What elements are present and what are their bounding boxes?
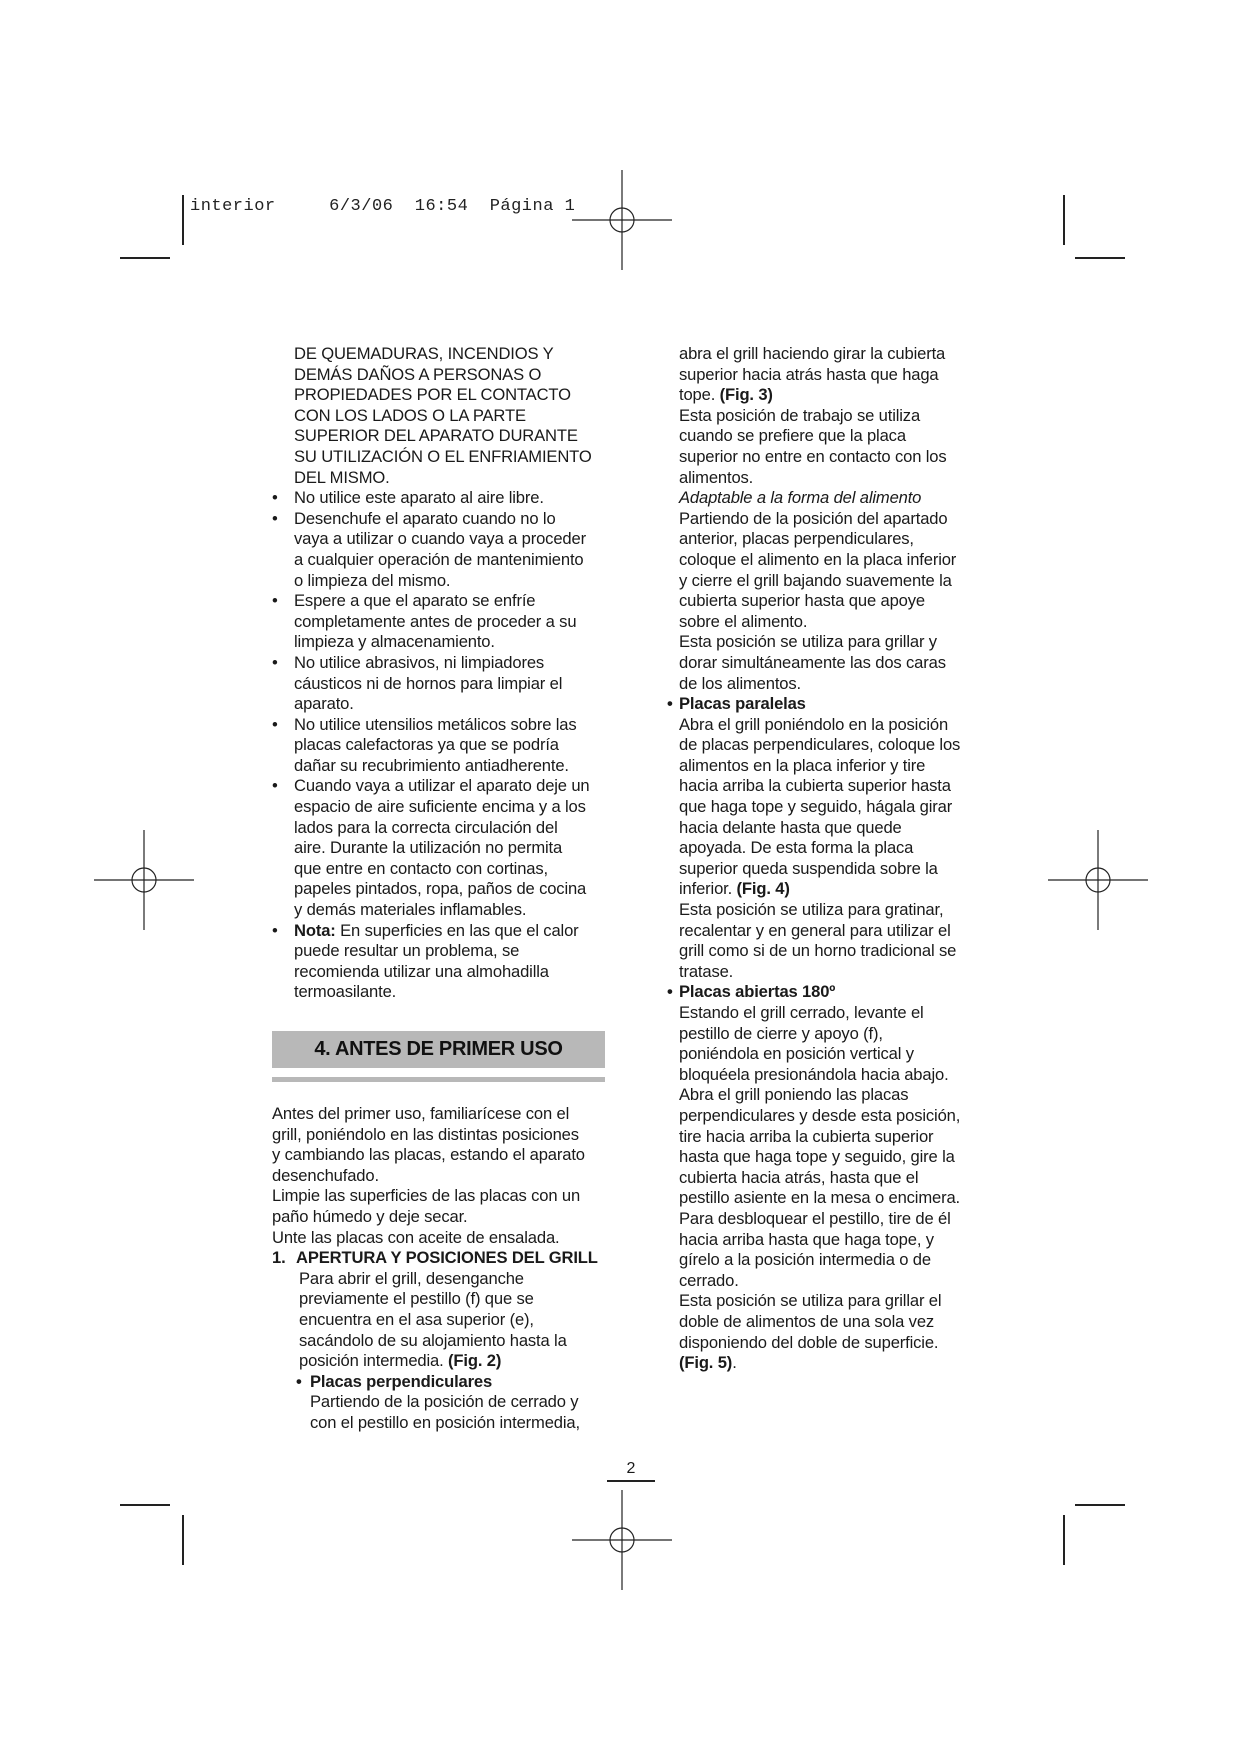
text-line: coloque el alimento en la placa inferior	[679, 549, 957, 569]
text-line	[679, 1353, 1004, 1374]
print-slug	[190, 197, 575, 216]
text-line: pestillo de cierre y apoyo (f),	[679, 1023, 883, 1043]
figure-reference: (Fig. 2)	[448, 1351, 502, 1371]
figure-reference: (Fig. 5)	[679, 1353, 733, 1373]
text-span: posición intermedia.	[299, 1351, 449, 1371]
text-line: DEMÁS DAÑOS A PERSONAS O	[294, 364, 542, 384]
text-line: de placas perpendiculares, coloque los	[679, 735, 961, 755]
figure-reference: (Fig. 3)	[719, 385, 773, 405]
text-line: de los alimentos.	[679, 673, 801, 693]
text-line: Esta posición se utiliza para grillar el	[679, 1291, 942, 1311]
text-line: alimentos.	[679, 467, 754, 487]
slug-name: interior	[190, 197, 276, 216]
warning-continuation	[272, 344, 617, 488]
text-line: superior no entre en contacto con los	[679, 446, 947, 466]
bullet-icon: •	[272, 488, 278, 508]
text-line: papeles pintados, ropa, paños de cocina	[294, 879, 587, 899]
text-line	[679, 385, 1004, 406]
text-line: doble de alimentos de una sola vez	[679, 1311, 935, 1331]
text-line: abra el grill haciendo girar la cubierta	[679, 344, 946, 363]
text-line: recomienda utilizar una almohadilla	[294, 961, 549, 981]
crop-mark-bottom-left-vertical	[182, 1515, 184, 1565]
list-item	[272, 509, 617, 591]
list-item	[272, 653, 617, 715]
text-line: Abra el grill poniendo las placas	[679, 1085, 909, 1105]
text-line: Estando el grill cerrado, levante el	[679, 1003, 924, 1022]
text-line: y cambiando las placas, estando el aparato	[272, 1145, 585, 1165]
page-number-underline	[607, 1480, 655, 1482]
text-line: SU UTILIZACIÓN O EL ENFRIAMIENTO	[294, 446, 592, 466]
text-line: desenchufado.	[272, 1165, 379, 1185]
text-line: hasta que haga tope y seguido, gire la	[679, 1147, 955, 1167]
text-line: con el pestillo en posición intermedia,	[310, 1412, 580, 1432]
sub-item	[272, 1372, 617, 1434]
text-line: Unte las placas con aceite de ensalada.	[272, 1227, 560, 1247]
text-line: limpieza y almacenamiento.	[294, 632, 495, 652]
note-label: Nota:	[294, 920, 336, 940]
text-line: DE QUEMADURAS, INCENDIOS Y	[294, 344, 554, 363]
text-line: hacia arriba la cubierta superior hasta	[679, 776, 951, 796]
text-line: encuentra en el asa superior (e),	[299, 1309, 534, 1329]
crop-mark-top-right-vertical	[1063, 195, 1065, 245]
text-line: a cualquier operación de mantenimiento	[294, 549, 584, 569]
bullet-icon: •	[296, 1371, 302, 1391]
figure-reference: (Fig. 4)	[736, 879, 790, 899]
text-line: placas calefactoras ya que se podría	[294, 735, 559, 755]
text-line: gírelo a la posición intermedia o de	[679, 1250, 931, 1270]
subheading-italic	[679, 488, 1004, 509]
text-line: superior hacia atrás hasta que haga	[679, 364, 939, 384]
text-line: disponiendo del doble de superficie.	[679, 1332, 939, 1352]
text-line: Esta posición se utiliza para grillar y	[679, 632, 937, 652]
bullet-icon: •	[272, 508, 278, 528]
intro-paragraph	[272, 1104, 617, 1248]
text-line: hacia arriba hasta que haga tope, y	[679, 1229, 934, 1249]
text-line: superior queda suspendida sobre la	[679, 858, 938, 878]
list-item	[272, 591, 617, 653]
sub-item-title: Placas paralelas	[679, 694, 806, 714]
text-line: previamente el pestillo (f) que se	[299, 1289, 534, 1309]
text-line: cuando se prefiere que la placa	[679, 426, 906, 446]
text-line: termoasilante.	[294, 982, 397, 1002]
text-line: aparato.	[294, 694, 354, 714]
bullet-icon: •	[272, 652, 278, 672]
bullet-icon: •	[272, 714, 278, 734]
text-span: .	[732, 1353, 737, 1373]
text-line: paño húmedo y deje secar.	[272, 1206, 468, 1226]
text-line: vaya a utilizar o cuando vaya a proceder	[294, 529, 586, 549]
registration-mark-top-icon	[572, 170, 672, 270]
slug-page: Página 1	[489, 197, 576, 216]
slug-time: 16:54	[414, 197, 469, 216]
text-line: No utilice este aparato al aire libre.	[294, 488, 544, 508]
text-line: Partiendo de la posición del apartado	[679, 508, 948, 528]
text-line: Desenchufe el aparato cuando no lo	[294, 508, 556, 528]
sub-item-title: Placas abiertas 180º	[679, 982, 836, 1002]
text-line: CON LOS LADOS O LA PARTE	[294, 405, 526, 425]
text-line: anterior, placas perpendiculares,	[679, 529, 914, 549]
text-line: hacia delante hasta que quede	[679, 817, 902, 837]
text-line: Esta posición de trabajo se utiliza	[679, 405, 921, 425]
text-line: Limpie las superficies de las placas con un	[272, 1186, 581, 1206]
text-line: alimentos en la placa inferior y tire	[679, 755, 926, 775]
registration-mark-left-icon	[94, 830, 194, 930]
list-item	[272, 776, 617, 920]
crop-mark-top-right-horizontal	[1075, 257, 1125, 259]
text-line: aire. Durante la utilización no permita	[294, 838, 563, 858]
text-line: Cuando vaya a utilizar el aparato deje un	[294, 776, 590, 796]
text-line: y demás materiales inflamables.	[294, 900, 527, 920]
sub-item-title: Placas perpendiculares	[310, 1371, 493, 1391]
text-line: grill, poniéndolo en las distintas posiciones	[272, 1124, 579, 1144]
text-line: dañar su recubrimiento antiadherente.	[294, 755, 569, 775]
list-item	[272, 488, 617, 509]
text-line: cáusticos ni de hornos para limpiar el	[294, 673, 563, 693]
text-line: poniéndola en posición vertical y	[679, 1044, 914, 1064]
text-line: SUPERIOR DEL APARATO DURANTE	[294, 426, 578, 446]
text-line: PROPIEDADES POR EL CONTACTO	[294, 385, 571, 405]
item-number: 1.	[272, 1248, 286, 1268]
page-number: 2	[626, 1460, 636, 1477]
text-line: pestillo asiente en la mesa o encimera.	[679, 1188, 961, 1208]
item-title: APERTURA Y POSICIONES DEL GRILL	[296, 1248, 598, 1268]
text-line: espacio de aire suficiente encima y a los	[294, 797, 586, 817]
text-line: Para desbloquear el pestillo, tire de él	[679, 1208, 951, 1228]
bullet-icon: •	[272, 776, 278, 796]
numbered-item	[272, 1248, 617, 1372]
crop-mark-bottom-right-horizontal	[1075, 1504, 1125, 1506]
crop-mark-bottom-right-vertical	[1063, 1515, 1065, 1565]
bullet-icon: •	[272, 591, 278, 611]
text-line: Abra el grill poniéndolo en la posición	[679, 714, 949, 734]
text-line: No utilice utensilios metálicos sobre las	[294, 714, 577, 734]
text-line: grill como si de un horno tradicional se	[679, 941, 957, 961]
left-column	[272, 344, 617, 1434]
sub-item-paralelas	[667, 694, 1004, 982]
text-line: cubierta hacia atrás, hasta que el	[679, 1167, 919, 1187]
text-line: cerrado.	[679, 1270, 739, 1290]
bullet-icon: •	[667, 982, 673, 1002]
text-line: lados para la correcta circulación del	[294, 817, 558, 837]
text-line: bloquéela presionándola hacia abajo.	[679, 1064, 949, 1084]
text-line: y cierre el grill bajando suavemente la	[679, 570, 952, 590]
registration-mark-right-icon	[1048, 830, 1148, 930]
text-line: dorar simultáneamente las dos caras	[679, 652, 946, 672]
text-line	[679, 879, 1004, 900]
crop-mark-bottom-left-horizontal	[120, 1504, 170, 1506]
crop-mark-top-left-vertical	[182, 195, 184, 245]
text-line: No utilice abrasivos, ni limpiadores	[294, 652, 545, 672]
text-line	[294, 921, 617, 942]
text-span: tope.	[679, 385, 720, 405]
text-line: perpendiculares y desde esta posición,	[679, 1105, 961, 1125]
slug-date: 6/3/06	[329, 197, 394, 216]
registration-mark-bottom-icon	[572, 1490, 672, 1590]
section-heading: 4. ANTES DE PRIMER USO	[272, 1031, 605, 1068]
text-line: tratase.	[679, 961, 734, 981]
bullet-icon: •	[272, 920, 278, 940]
note-item	[272, 921, 617, 1003]
text-line	[299, 1351, 617, 1372]
section-heading-block	[272, 1031, 605, 1082]
sub-item-abiertas	[667, 982, 1004, 1373]
text-line: Antes del primer uso, familiarícese con el	[272, 1104, 570, 1123]
text-line: Para abrir el grill, desenganche	[299, 1268, 524, 1288]
text-line: completamente antes de proceder a su	[294, 611, 577, 631]
bullet-icon: •	[667, 694, 673, 714]
text-line: recalentar y en general para utilizar el	[679, 920, 951, 940]
right-column	[667, 344, 1004, 1374]
text-line: Esta posición se utiliza para gratinar,	[679, 900, 944, 920]
text-line: cubierta superior hasta que apoye	[679, 591, 925, 611]
text-line: Partiendo de la posición de cerrado y	[310, 1392, 579, 1412]
text-line: que haga tope y seguido, hágala girar	[679, 797, 953, 817]
text-line: o limpieza del mismo.	[294, 570, 451, 590]
text-line: DEL MISMO.	[294, 467, 390, 487]
crop-mark-top-left-horizontal	[120, 257, 170, 259]
text-line: Espere a que el aparato se enfríe	[294, 591, 536, 611]
list-item	[272, 715, 617, 777]
text-line: sobre el alimento.	[679, 611, 808, 631]
text-span: inferior.	[679, 879, 737, 899]
italic-title: Adaptable a la forma del alimento	[679, 488, 922, 508]
note-text: En superficies en las que el calor	[335, 920, 579, 940]
text-line: sacándolo de su alojamiento hasta la	[299, 1330, 567, 1350]
text-line: apoyada. De esta forma la placa	[679, 838, 914, 858]
text-line: puede resultar un problema, se	[294, 941, 520, 961]
text-line: tire hacia arriba la cubierta superior	[679, 1126, 934, 1146]
text-line: que entre en contacto con cortinas,	[294, 858, 548, 878]
